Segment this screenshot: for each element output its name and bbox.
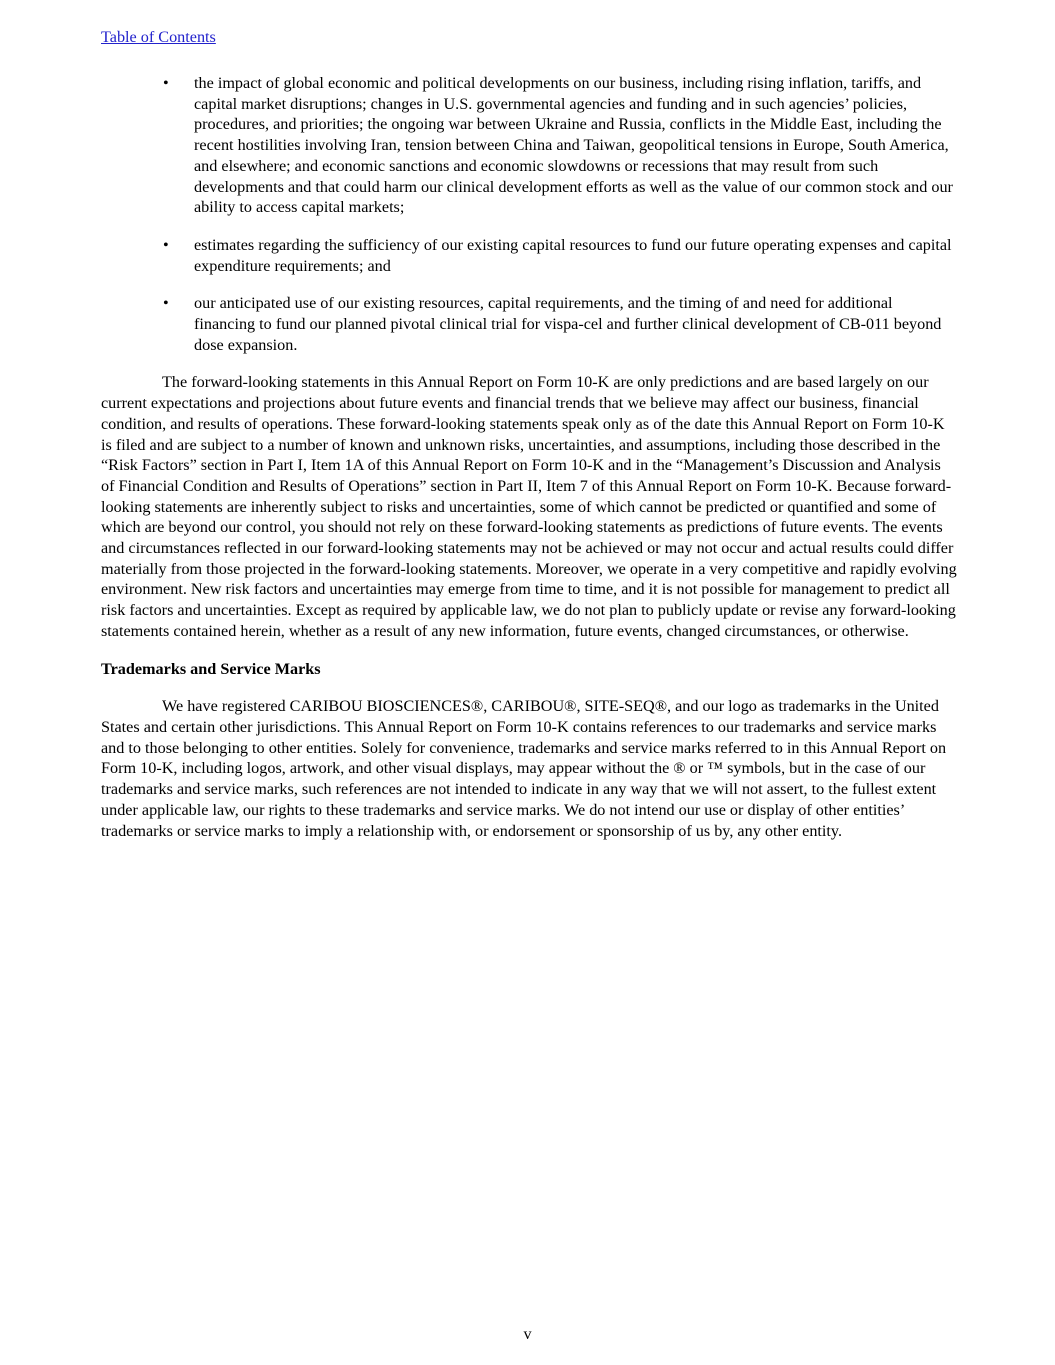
bullet-icon: • (163, 294, 169, 313)
bullet-text: estimates regarding the sufficiency of our existing capital resources to fund our future operating expenses and capital expenditure requirements; and (194, 235, 952, 275)
bullet-text: our anticipated use of our existing resources, capital requirements, and the timing of and need for additional financing to fund our planned pivotal clinical trial for vispa-cel and further clinical development of CB-011 beyond dose expansion. (194, 294, 942, 354)
bullet-icon: • (163, 74, 169, 92)
trademarks-heading: Trademarks and Service Marks (101, 659, 321, 678)
bullet-item (101, 235, 957, 276)
page-number: v (523, 1325, 532, 1343)
bullet-icon: • (163, 235, 169, 254)
bullet-item (101, 73, 957, 218)
bullet-text: the impact of global economic and political developments on our business, including rising inflation, tariffs, and capital market disruptions; changes in U.S. governmental agencies and funding and in such agencies’ policies, procedures, and priorities; the ongoing war between Ukraine and Russia, conflicts in the Middle East, including the recent hostilities involving Iran, tension between China and Taiwan, geopolitical tensions in Europe, South America, and elsewhere; and economic sanctions and economic slowdowns or recessions that may result from such developments and that could harm our clinical development efforts as well as the value of our common stock and our ability to access capital markets; (194, 74, 953, 217)
bullet-item (101, 293, 957, 355)
document-body (101, 73, 957, 858)
forward-looking-paragraph: The forward-looking statements in this Annual Report on Form 10-K are only predictions and are based largely on our current expectations and projections about future events and financial trends that we believe may affect our business, financial condition, and results of operations. These forward-looking statements speak only as of the date this Annual Report on Form 10-K is filed and are subject to a number of known and unknown risks, uncertainties, and assumptions, including those described in the “Risk Factors” section in Part I, Item 1A of this Annual Report on Form 10-K and in the “Management’s Discussion and Analysis of Financial Condition and Results of Operations” section in Part II, Item 7 of this Annual Report on Form 10-K. Because forward-looking statements are inherently subject to risks and uncertainties, some of which cannot be predicted or quantified and some of which are beyond our control, you should not rely on these forward-looking statements as predictions of future events. The events and circumstances reflected in our forward-looking statements may not be achieved or may not occur and actual results could differ materially from those projected in the forward-looking statements. Moreover, we operate in a very competitive and rapidly evolving environment. New risk factors and uncertainties may emerge from time to time, and it is not possible for management to predict all risk factors and uncertainties. Except as required by applicable law, we do not plan to publicly update or revise any forward-looking statements contained herein, whether as a result of any new information, future events, changed circumstances, or otherwise. (101, 373, 957, 640)
trademarks-paragraph: We have registered CARIBOU BIOSCIENCES®, CARIBOU®, SITE-SEQ®, and our logo as trademarks in the United States and certain other jurisdictions. This Annual Report on Form 10-K contains references to our trademarks and service marks and to those belonging to other entities. Solely for convenience, trademarks and service marks referred to in this Annual Report on Form 10-K, including logos, artwork, and other visual displays, may appear without the ® or ™ symbols, but in the case of our trademarks and service marks, such references are not intended to indicate in any way that we will not assert, to the fullest extent under applicable law, our rights to these trademarks and service marks. We do not intend our use or display of other entities’ trademarks or service marks to imply a relationship with, or endorsement or sponsorship of us by, any other entity. (101, 697, 947, 840)
table-of-contents-link[interactable]: Table of Contents (101, 28, 216, 46)
